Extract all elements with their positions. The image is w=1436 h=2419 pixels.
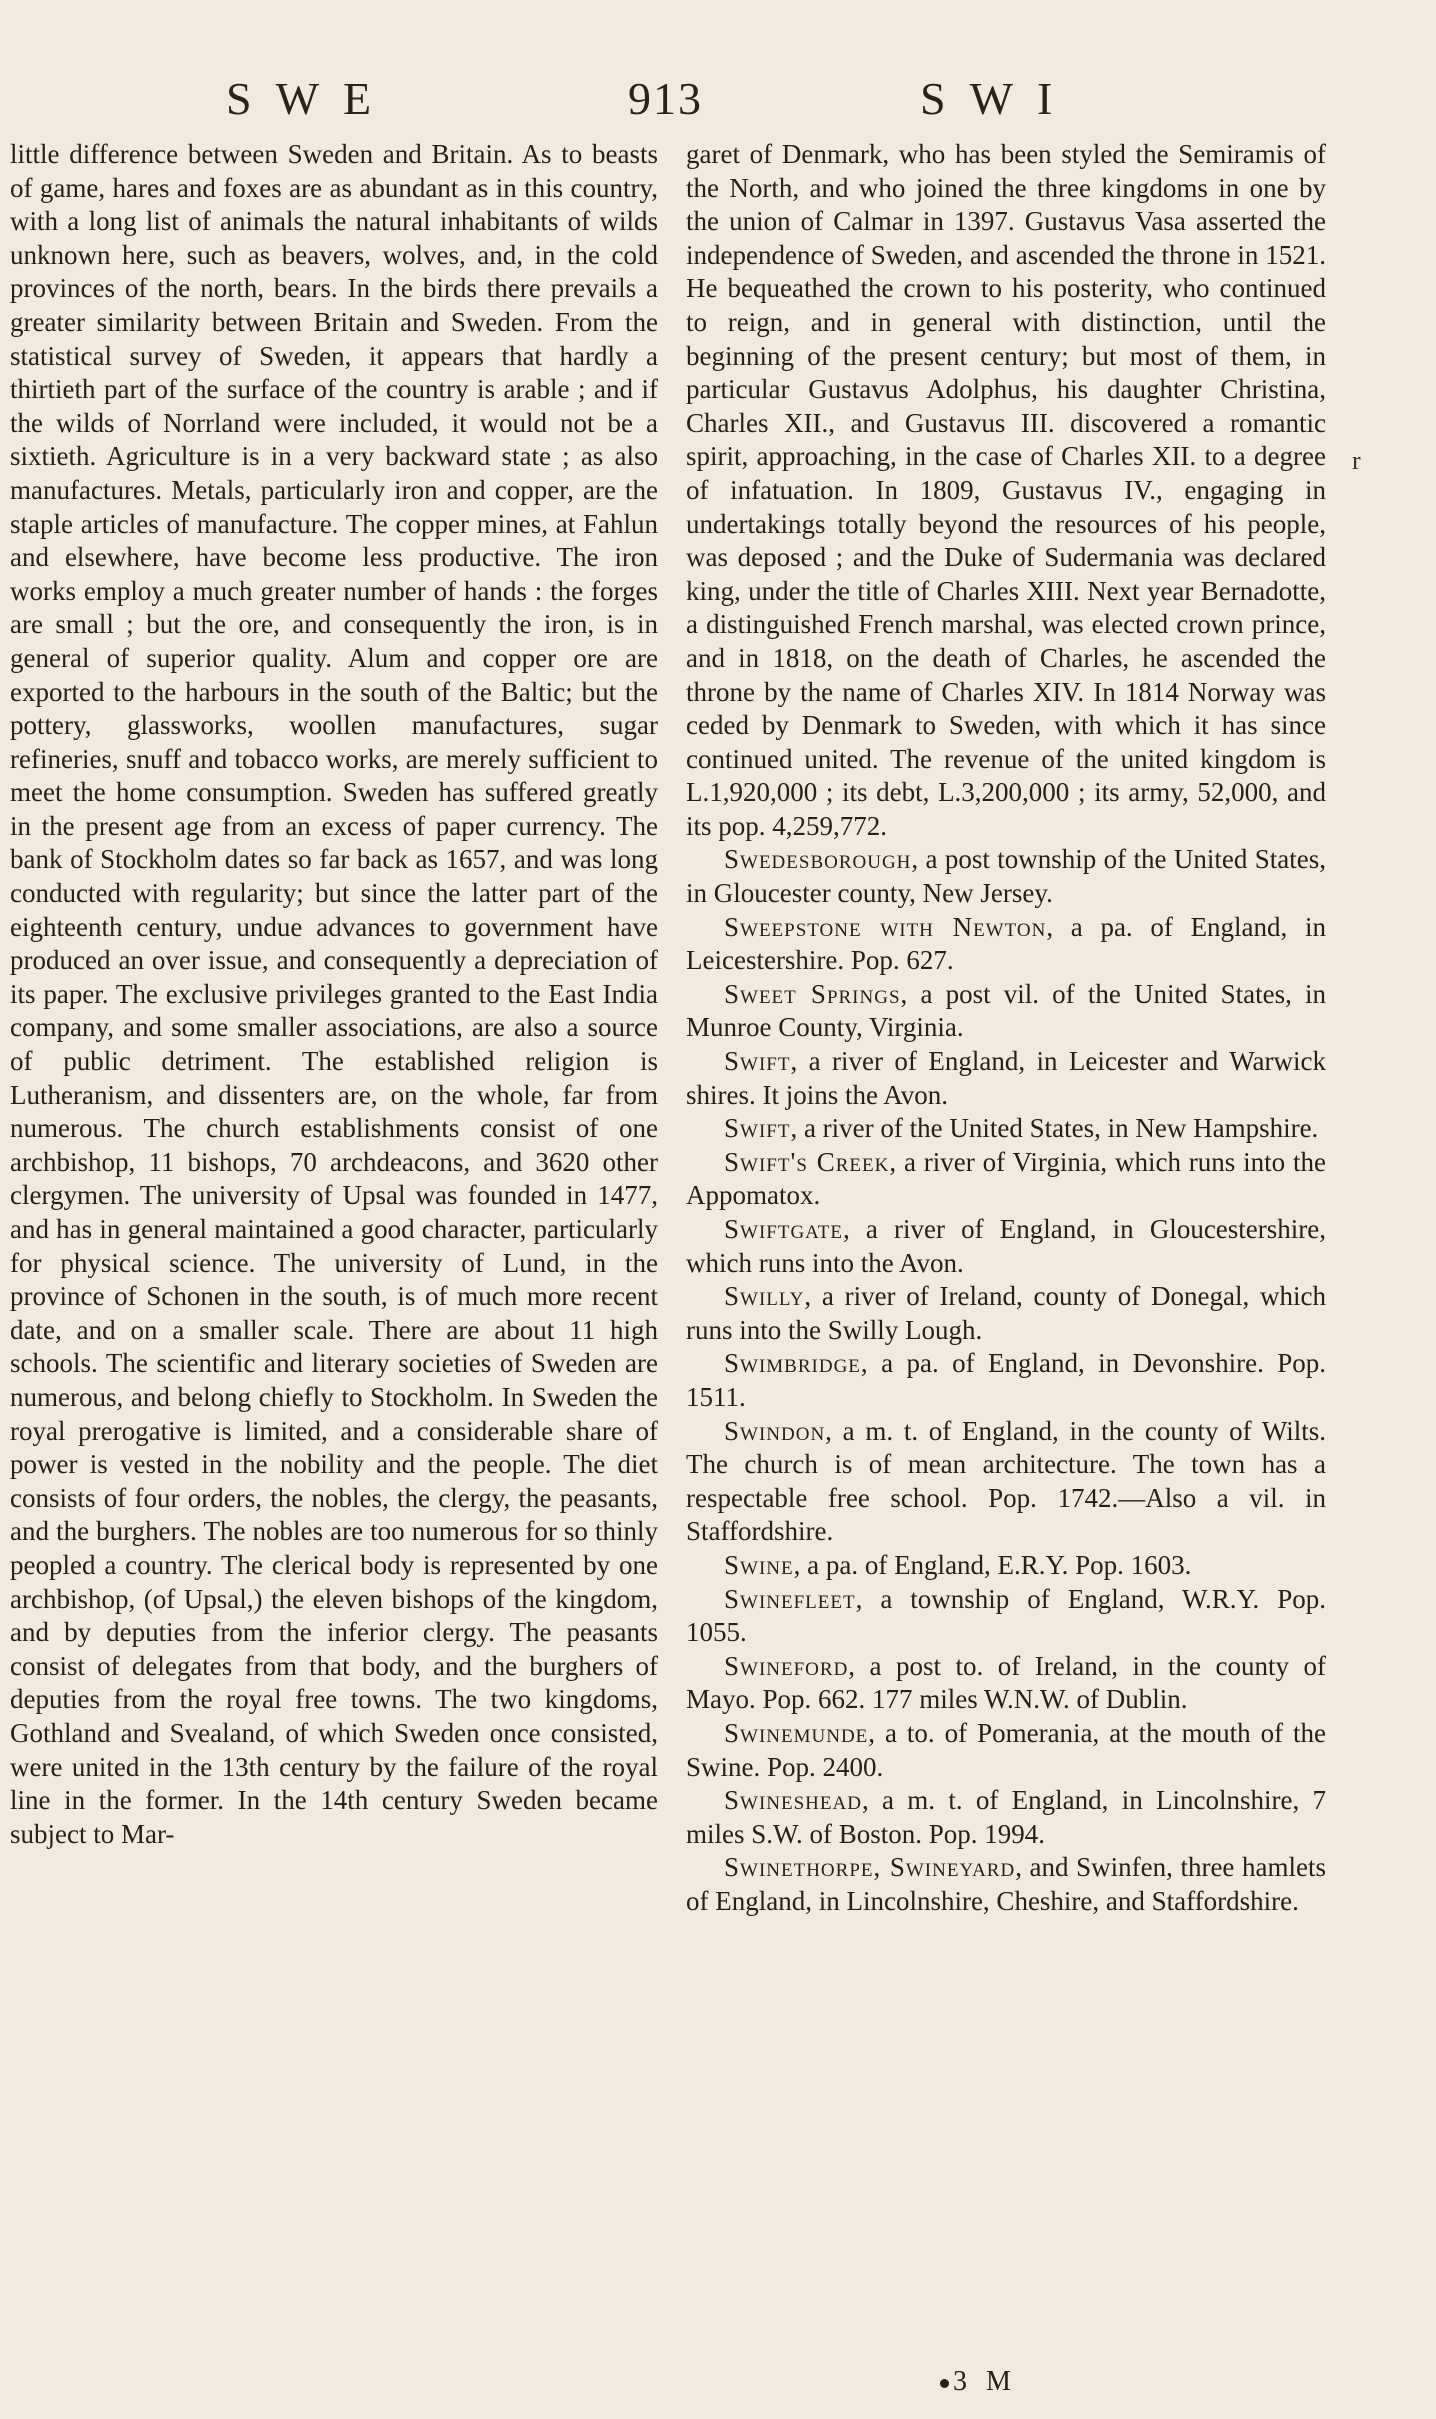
entry-text: , a m. t. of England, in Lincolnshire, 7 miles S.W. of Boston. Pop. 1994. xyxy=(686,1785,1326,1849)
signature-dot xyxy=(940,2379,949,2388)
gazetteer-entry xyxy=(686,1784,1326,1851)
entry-headword: Swineford xyxy=(724,1650,849,1681)
gazetteer-entry xyxy=(686,1347,1326,1414)
running-head-right: SWI xyxy=(920,73,1077,124)
page-header xyxy=(0,72,1436,132)
entry-text: , a to. of Pomerania, at the mouth of the Swine. Pop. 2400. xyxy=(686,1717,1326,1782)
gazetteer-entry xyxy=(686,1650,1326,1717)
gazetteer-entries xyxy=(686,843,1326,1918)
left-column xyxy=(10,138,658,1851)
running-head-left: SWE xyxy=(226,73,396,124)
entry-headword: Swinethorpe, Swineyard xyxy=(724,1852,1016,1883)
entry-text: , a pa. of England, E.R.Y. Pop. 1603. xyxy=(793,1549,1192,1580)
entry-text: , a pa. of England, in Leicestershire. Pop. 627. xyxy=(686,911,1326,976)
entry-headword: Swimbridge xyxy=(724,1348,861,1379)
gazetteer-entry xyxy=(686,1146,1326,1213)
entry-headword: Swine xyxy=(724,1549,794,1580)
signature-text: 3 M xyxy=(953,2366,1017,2397)
entry-text: , a river of Ireland, county of Donegal, which runs into the Swilly Lough. xyxy=(686,1281,1326,1345)
entry-headword: Swilly xyxy=(724,1281,805,1312)
entry-headword: Swedesborough xyxy=(724,844,912,875)
right-column xyxy=(686,138,1326,1918)
gazetteer-entry xyxy=(686,1280,1326,1347)
entry-text: , a river of England, in Leicester and Warwick shires. It joins the Avon. xyxy=(686,1046,1326,1110)
gazetteer-entry xyxy=(686,1112,1326,1146)
entry-text: , a river of England, in Gloucestershire, which runs into the Avon. xyxy=(686,1214,1326,1278)
entry-headword: Swift's Creek xyxy=(724,1146,890,1177)
entry-text: , a river of the United States, in New Hampshire. xyxy=(790,1113,1319,1144)
entry-text: , a post township of the United States, in Gloucester county, New Jersey. xyxy=(686,844,1326,909)
entry-headword: Swift xyxy=(724,1046,791,1077)
entry-headword: Sweet Springs xyxy=(724,978,901,1009)
entry-text: , a township of England, W.R.Y. Pop. 1055. xyxy=(686,1583,1326,1648)
gazetteer-entry xyxy=(686,1045,1326,1112)
gazetteer-entry xyxy=(686,1583,1326,1650)
entry-headword: Swift xyxy=(724,1113,791,1144)
entry-text: , and Swinfen, three hamlets of England, in Lincolnshire, Cheshire, and Staffordshire. xyxy=(686,1852,1326,1916)
entry-headword: Swiftgate xyxy=(724,1214,843,1244)
entry-text: , a post vil. of the United States, in Munroe County, Virginia. xyxy=(686,978,1327,1043)
gazetteer-entry xyxy=(686,1415,1326,1549)
gazetteer-entry xyxy=(686,911,1326,978)
gazetteer-entry xyxy=(686,1549,1326,1583)
entry-text: , a pa. of England, in Devonshire. Pop. 1511. xyxy=(686,1348,1326,1412)
entry-text: , a river of Virginia, which runs into the Appomatox. xyxy=(686,1146,1327,1211)
signature-mark xyxy=(940,2366,1017,2398)
page-number: 913 xyxy=(628,73,703,124)
entry-headword: Swinemunde xyxy=(724,1717,869,1748)
left-column-text: little difference between Sweden and Britain. As to beasts of game, hares and foxes are as abundant as in this country, with a long list of animals the natural inhabitants of wilds unknown here, such as beavers, wolves, and, in the cold provinces of the north, bears. In the birds there prevails a greater similarity between Britain and Sweden. From the statistical survey of Sweden, it appears that hardly a thirtieth part of the surface of the country is arable ; and if the wilds of Norrland were included, it would not be a sixtieth. Agriculture is in a very backward state ; as also manufactures. Metals, particularly iron and copper, are the staple articles of manufacture. The copper mines, at Fahlun and elsewhere, have become less productive. The iron works employ a much greater number of hands : the forges are small ; but the ore, and consequently the iron, is in general of superior quality. Alum and copper ore are exported to the harbours in the south of the Baltic; but the pottery, glassworks, woollen manufactures, sugar refineries, snuff and tobacco works, are merely sufficient to meet the home consumption. Sweden has suffered greatly in the present age from an excess of paper currency. The bank of Stockholm dates so far back as 1657, and was long conducted with regularity; but since the latter part of the eighteenth century, undue advances to government have produced an over issue, and consequently a depreciation of its paper. The exclusive privileges granted to the East India company, and some smaller associations, are also a source of public detriment. The established religion is Lutheranism, and dissenters are, on the whole, far from numerous. The church establishments consist of one archbishop, 11 bishops, 70 archdeacons, and 3620 other clergymen. The university of Upsal was founded in 1477, and has in general maintained a good character, particularly for physical science. The university of Lund, in the province of Schonen in the south, is of much more recent date, and on a smaller scale. There are about 11 high schools. The scientific and literary societies of Sweden are numerous, and belong chiefly to Stockholm. In Sweden the royal prerogative is limited, and a considerable share of power is vested in the nobility and the people. The diet consists of four orders, the nobles, the clergy, the peasants, and the burghers. The nobles are too numerous for so thinly peopled a country. The clerical body is represented by one archbishop, (of Upsal,) the eleven bishops of the kingdom, and by deputies from the inferior clergy. The peasants consist of delegates from that body, and the burghers of deputies from the royal free towns. The two kingdoms, Gothland and Svealand, of which Sweden once consisted, were united in the 13th century by the failure of the royal line in the former. In the 14th century Sweden became subject to Mar- xyxy=(10,139,658,1849)
entry-headword: Swineshead xyxy=(724,1785,862,1816)
gazetteer-entry xyxy=(686,978,1326,1045)
gazetteer-entry xyxy=(686,1851,1326,1918)
entry-text: , a post to. of Ireland, in the county of Mayo. Pop. 662. 177 miles W.N.W. of Dublin. xyxy=(686,1650,1326,1715)
entry-headword: Sweepstone with Newton xyxy=(724,911,1047,942)
entry-text: , a m. t. of England, in the county of Wilts. The church is of mean architecture. The town has a respectable free school. Pop. 1742.—Also a vil. in Staffordshire. xyxy=(686,1415,1326,1547)
right-column-continuation: garet of Denmark, who has been styled the Semiramis of the North, and who joined the three kingdoms in one by the union of Calmar in 1397. Gustavus Vasa asserted the independence of Sweden, and ascended the throne in 1521. He bequeathed the crown to his posterity, who continued to reign, and in general with distinction, until the beginning of the present century; but most of them, in particular Gustavus Adolphus, his daughter Christina, Charles XII., and Gustavus III. discovered a romantic spirit, approaching, in the case of Charles XII. to a degree of infatuation. In 1809, Gustavus IV., engaging in undertakings totally beyond the resources of his people, was deposed ; and the Duke of Sudermania was declared king, under the title of Charles XIII. Next year Bernadotte, a distinguished French marshal, was elected crown prince, and in 1818, on the death of Charles, he ascended the throne by the name of Charles XIV. In 1814 Norway was ceded by Denmark to Sweden, with which it has since continued united. The revenue of the united kingdom is L.1,920,000 ; its debt, L.3,200,000 ; its army, 52,000, and its pop. 4,259,772. xyxy=(686,139,1326,841)
margin-mark: r xyxy=(1352,446,1361,475)
entry-headword: Swindon xyxy=(724,1415,826,1446)
gazetteer-entry xyxy=(686,1213,1326,1280)
gazetteer-entry xyxy=(686,1717,1326,1784)
gazetteer-entry xyxy=(686,843,1326,910)
entry-headword: Swinefleet xyxy=(724,1583,856,1614)
